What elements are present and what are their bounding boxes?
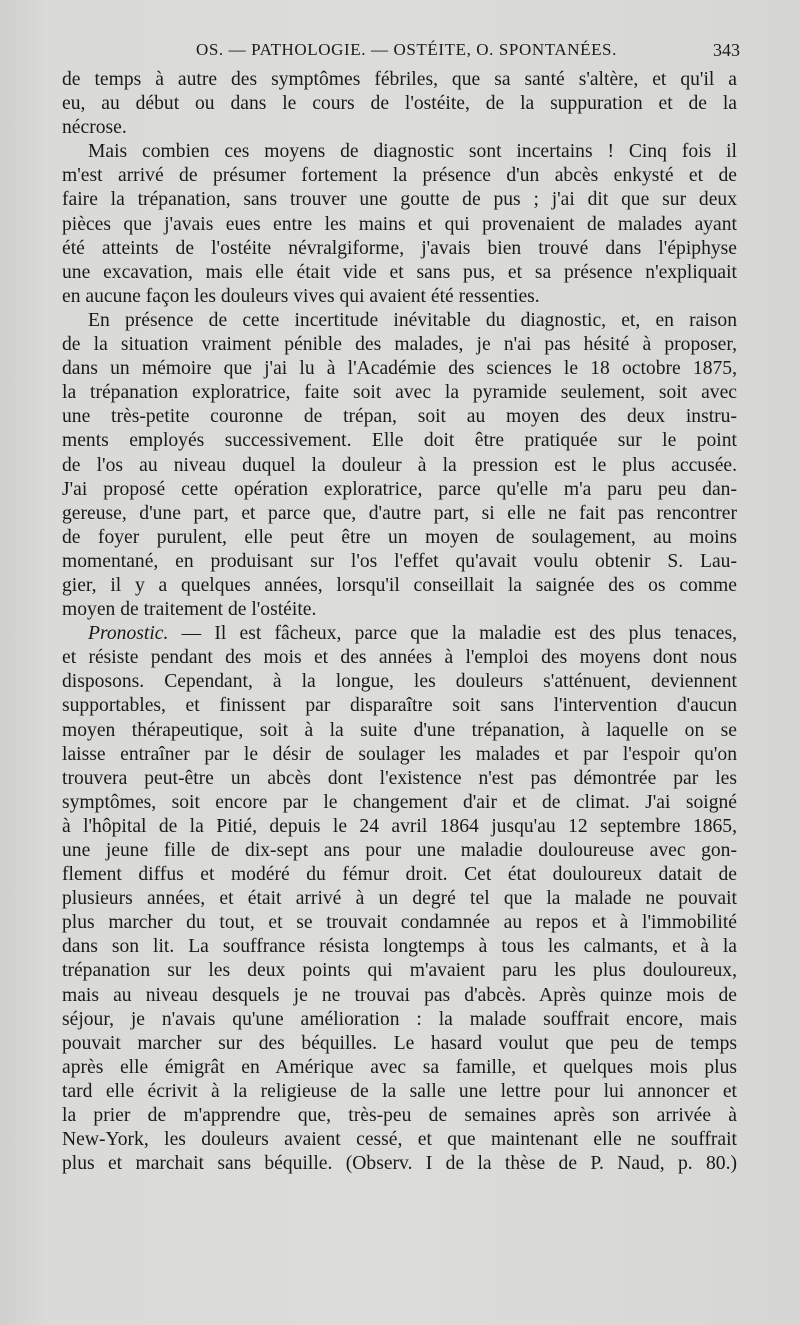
text-line: trouvera peut-être un abcès dont l'existence n'est pas démontrée par les [62,767,737,789]
text-line: moyen thérapeutique, soit à la suite d'une trépanation, à laquelle on se [62,719,737,741]
text-line: flement diffus et modéré du fémur droit. Cet état douloureux datait de [62,864,737,886]
text-line: disposons. Cependant, à la longue, les douleurs s'atténuent, deviennent [62,671,737,693]
text-line: ments employés successivement. Elle doit être pratiquée sur le point [62,430,737,452]
text-line: une jeune fille de dix-sept ans pour une maladie douloureuse avec gon- [62,840,737,861]
text-line: nécrose. [62,117,127,139]
text-line: laisse entraîner par le désir de soulager les malades et par l'espoir qu'on [62,743,737,765]
text-line: trépanation sur les deux points qui m'avaient paru les plus douloureux, [62,960,737,982]
text-line: m'est arrivé de présumer fortement la présence d'un abcès enkysté et de [62,165,737,187]
text-line: en aucune façon les douleurs vives qui avaient été ressenties. [62,285,540,307]
text-line: de foyer purulent, elle peut être un moyen de soulagement, au moins [62,526,737,548]
text-line: gereuse, d'une part, et parce que, d'autre part, si elle ne fait pas rencontrer [62,502,737,524]
text-line: dans un mémoire que j'ai lu à l'Académie des sciences le 18 octobre 1875, [62,358,737,380]
text-line: symptômes, soit encore par le changement d'air et de climat. J'ai soigné [62,791,737,813]
running-head: OS. — PATHOLOGIE. — OSTÉITE, O. SPONTANÉES. [196,40,617,59]
text-line: faire la trépanation, sans trouver une goutte de pus ; j'ai dit que sur deux [62,189,737,211]
text-line: gier, il y a quelques années, lorsqu'il conseillait la saignée des os comme [62,574,737,596]
text-line: de l'os au niveau duquel la douleur à la pression est le plus accusée. [62,454,737,476]
text-line: plus marcher du tout, et se trouvait condamnée au repos et à l'immobilité [62,912,737,934]
text-line: tard elle écrivit à la religieuse de la salle une lettre pour lui annoncer et [62,1080,737,1102]
paragraph [62,622,737,1176]
text-line: pouvait marcher sur des béquilles. Le hasard voulut que peu de temps [62,1032,737,1054]
text-line: après elle émigrât en Amérique avec sa famille, et quelques mois plus [62,1056,737,1078]
text-line: plusieurs années, et était arrivé à un degré tel que la malade ne pouvait [62,888,737,910]
text-line: moyen de traitement de l'ostéite. [62,599,317,621]
text-line: momentané, en produisant sur l'os l'effet qu'avait voulu obtenir S. Lau- [62,550,737,572]
text-line: de temps à autre des symptômes fébriles, que sa santé s'altère, et qu'il a [62,69,737,90]
text-line: plus et marchait sans béquille. (Observ. I de la thèse de P. Naud, p. 80.) [62,1153,737,1175]
text-line: En présence de cette incertitude inévitable du diagnostic, et, en raison [88,309,737,331]
text-line: la prier de m'apprendre que, très-peu de semaines après son arrivée à [62,1105,737,1127]
section-lead: Pronostic. [88,623,169,645]
text-line: eu, au début ou dans le cours de l'ostéite, de la suppuration et de la [62,93,737,115]
text-line: à l'hôpital de la Pitié, depuis le 24 avril 1864 jusqu'au 12 septembre 1865, [62,815,737,837]
text-line: été atteints de l'ostéite névralgiforme, j'avais bien trouvé dans l'épiphyse [62,237,737,259]
text-line: dans son lit. La souffrance résista longtemps à tous les calmants, et à la [62,936,737,958]
text-line: supportables, et finissent par disparaître soit sans l'intervention d'aucun [62,695,737,717]
text-line: pièces que j'avais eues entre les mains et qui provenaient de malades ayant [62,213,737,235]
text-line: et résiste pendant des mois et des années à l'emploi des moyens dont nous [62,647,737,669]
page-number: 343 [713,40,740,60]
paragraph [62,140,737,309]
text-line [62,622,737,646]
text-line: Mais combien ces moyens de diagnostic sont incertains ! Cinq fois il [88,141,737,163]
text-line: J'ai proposé cette opération exploratrice, parce qu'elle m'a paru peu dan- [62,478,737,500]
body-text [62,68,737,1176]
text-line: New-York, les douleurs avaient cessé, et que maintenant elle ne souffrait [62,1129,737,1151]
page-header [60,40,740,64]
paragraph [62,68,737,140]
text-line: la trépanation exploratrice, faite soit avec la pyramide seulement, soit avec [62,382,737,404]
text-line: mais au niveau desquels je ne trouvai pas d'abcès. Après quinze mois de [62,984,737,1006]
text-line: de la situation vraiment pénible des malades, je n'ai pas hésité à proposer, [62,334,737,356]
text-run: — Il est fâcheux, parce que la maladie est des plus tenaces, [168,623,737,645]
paragraph [62,309,737,622]
text-line: une très-petite couronne de trépan, soit au moyen des deux instru- [62,406,737,428]
text-line: une excavation, mais elle était vide et sans pus, et sa présence n'expliquait [62,261,737,283]
text-line: séjour, je n'avais qu'une amélioration : la malade souffrait encore, mais [62,1008,737,1030]
